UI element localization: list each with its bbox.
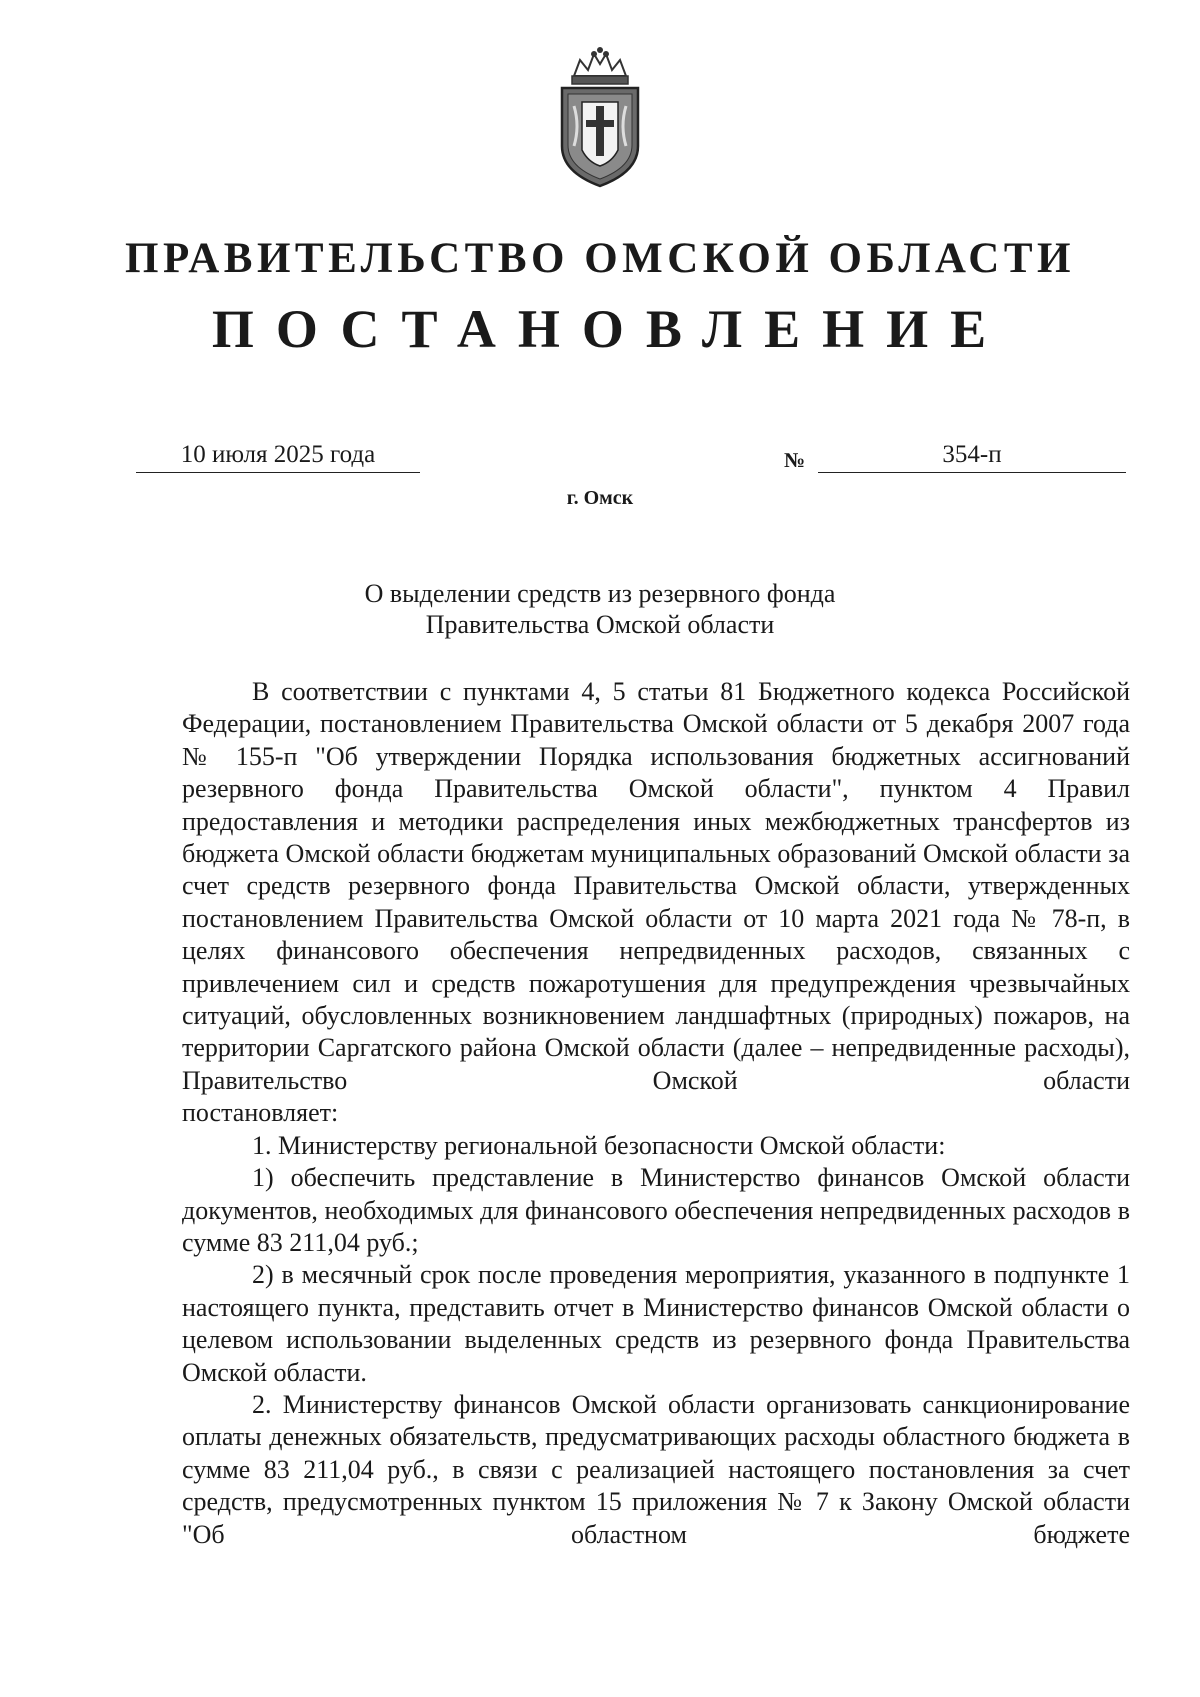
item-1-1-paragraph: 1) обеспечить представление в Министерство финансов Омской области документов, необходимых для финансового обеспечения непредвиденных расходов в сумме 83 211,04 руб.; [182, 1163, 1130, 1257]
document-type: ПОСТАНОВЛЕНИЕ [211, 299, 1009, 359]
preamble-paragraph: В соответствии с пунктами 4, 5 статьи 81 Бюджетного кодекса Российской Федерации, постановлением Правительства Омской области от 5 декабря 2007 года № 155-п "Об утверждении Порядка использования бюджетных ассигнований резервного фонда Правительства Омской области", пунктом 4 Правил предоставления и методики распределения иных межбюджетных трансфертов из бюджета Омской области бюджетам муниципальных образований Омской области за счет средств резервного фонда Правительства Омской области, утвержденных постановлением Правительства Омской области от 10 марта 2021 года № 78-п, в целях финансового обеспечения непредвиденных расходов, связанных с привлечением сил и средств пожаротушения для предупреждения чрезвычайных ситуаций, обусловленных возникновением ландшафтных (природных) пожаров, на территории Саргатского района Омской области (далее – непредвиденные расходы), Правительство Омской области [182, 677, 1130, 1095]
item-1-paragraph: 1. Министерству региональной безопасности Омской области: [252, 1130, 946, 1160]
government-name: ПРАВИТЕЛЬСТВО ОМСКОЙ ОБЛАСТИ [125, 235, 1075, 282]
document-body [182, 676, 1130, 1551]
document-date: 10 июля 2025 года [136, 438, 420, 473]
resolves-paragraph: постановляет: [182, 1098, 339, 1128]
item-1-2-paragraph: 2) в месячный срок после проведения мероприятия, указанного в подпункте 1 настоящего пункта, представить отчет в Министерство финансов Омской области о целевом использовании выделенных средств из резервного фонда Правительства Омской области. [182, 1260, 1130, 1387]
city: г. Омск [566, 487, 634, 509]
document-title-line-1: О выделении средств из резервного фонда [364, 579, 836, 608]
coat-of-arms-icon [552, 46, 648, 190]
document-title-line-2: Правительства Омской области [425, 610, 775, 639]
document-title [0, 578, 1200, 640]
number-label: № [784, 448, 806, 472]
item-2-paragraph: 2. Министерству финансов Омской области организовать санкционирование оплаты денежных обязательств, предусматривающих расходы областного бюджета в сумме 83 211,04 руб., в связи с реализацией настоящего постановления за счет средств, предусмотренных пунктом 15 приложения № 7 к Закону Омской области "Об областном бюджете [182, 1389, 1130, 1549]
document-number: 354-п [818, 438, 1126, 473]
